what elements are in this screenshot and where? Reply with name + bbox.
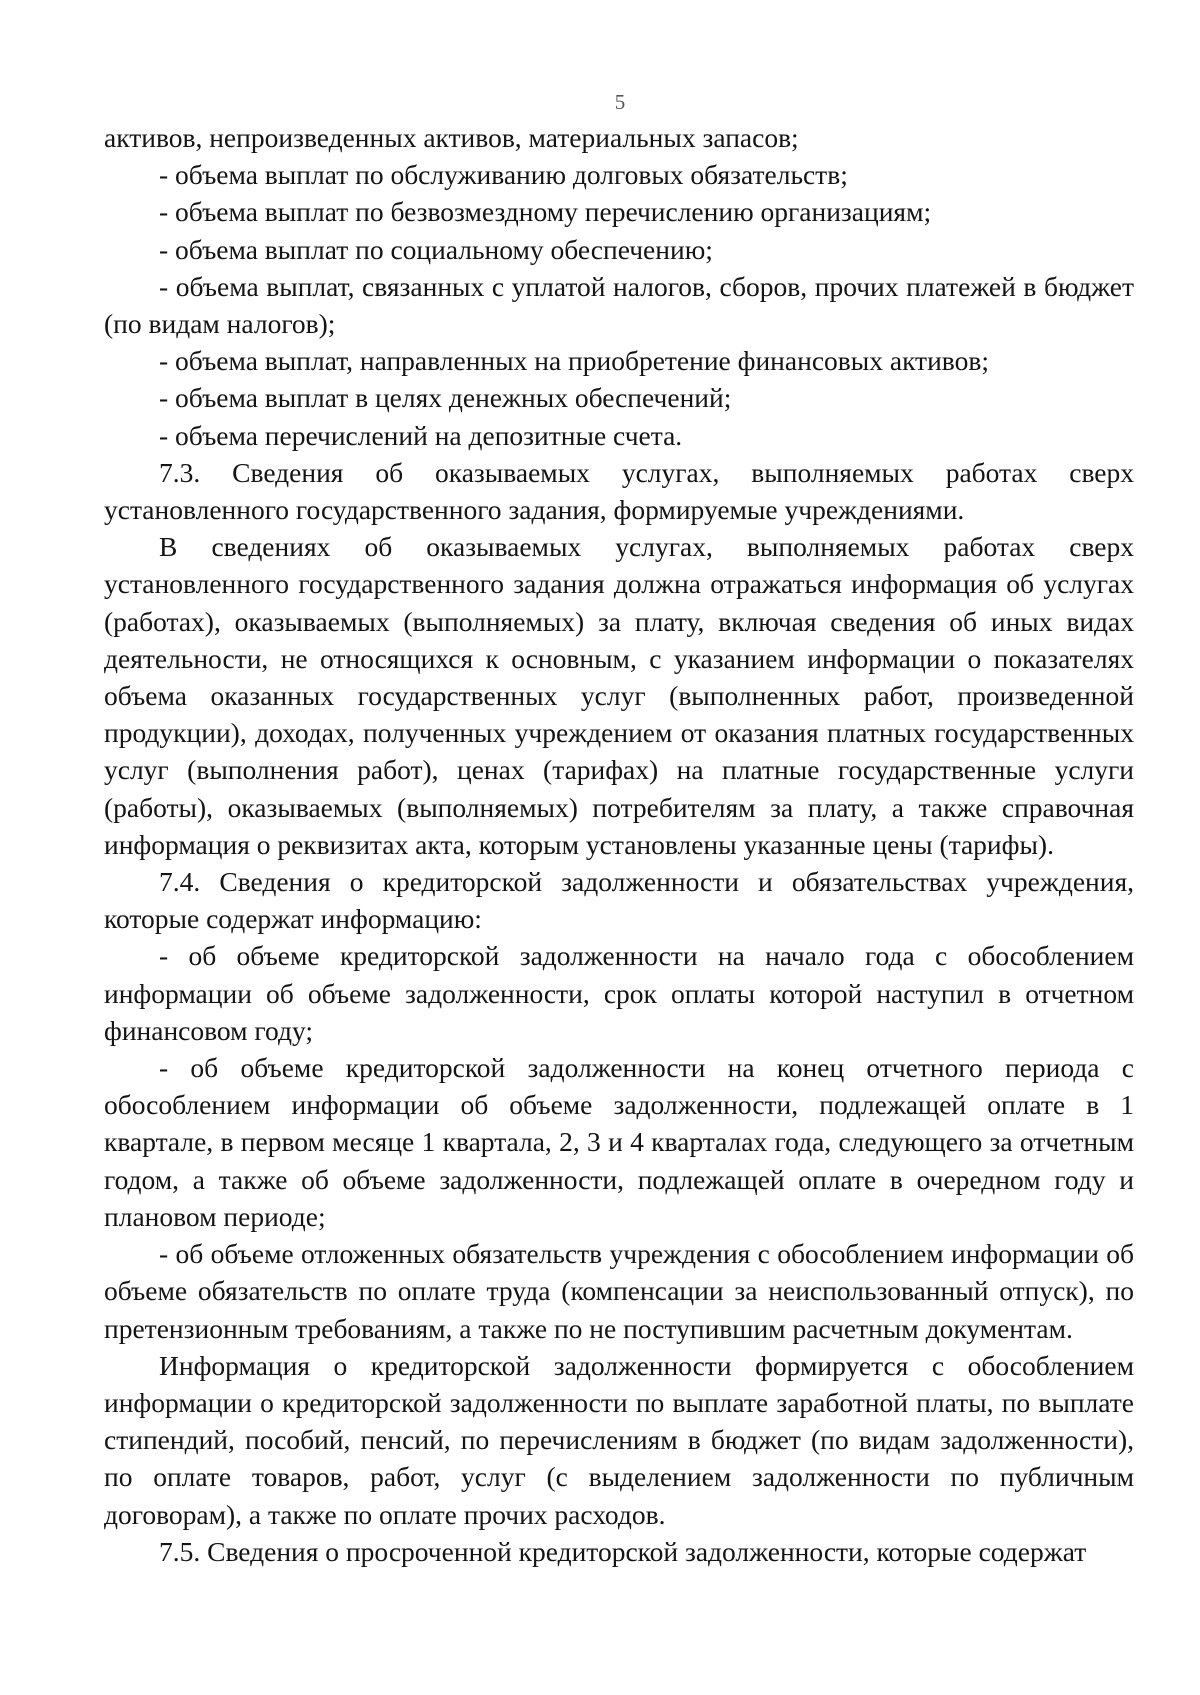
list-item-social-security: - объема выплат по социальному обеспечению;	[159, 233, 713, 265]
list-item-free-transfers: - объема выплат по безвозмездному перечислению организациям;	[159, 196, 932, 228]
list-item-debt-service: - объема выплат по обслуживанию долговых обязательств;	[159, 159, 848, 191]
document-body	[104, 119, 1134, 1570]
page-number: 5	[614, 90, 626, 114]
paragraph-continuation: активов, непроизведенных активов, материальных запасов;	[104, 122, 799, 153]
list-item-debt-end-of-period: - об объеме кредиторской задолженности на конец отчетного периода с обособлением информации об объеме задолженности, подлежащей оплате в 1 квартале, в первом месяце 1 квартала, 2, 3 и 4 кварталах года, следующего за отчетным годом, а также об объеме задолженности, подлежащей оплате в очередном году и плановом периоде;	[104, 1052, 1134, 1232]
list-item-deferred-obligations: - об объеме отложенных обязательств учреждения с обособлением информации об объеме обязательств по оплате труда (компенсации за неиспользованный отпуск), по претензионным требованиям, а также по не поступившим расчетным документам.	[104, 1238, 1134, 1344]
section-7-4-heading: 7.4. Сведения о кредиторской задолженности и обязательствах учреждения, которые содержат информацию:	[104, 866, 1134, 935]
list-item-taxes: - объема выплат, связанных с уплатой налогов, сборов, прочих платежей в бюджет (по видам налогов);	[104, 270, 1134, 340]
section-7-5-heading: 7.5. Сведения о просроченной кредиторской задолженности, которые содержат	[159, 1535, 1087, 1567]
section-7-4-body: Информация о кредиторской задолженности формируется с обособлением информации о кредиторской задолженности по выплате заработной платы, по выплате стипендий, пособий, пенсий, по перечислениям в бюджет (по видам задолженности), по оплате товаров, работ, услуг (с выделением задолженности по публичным договорам), а также по оплате прочих расходов.	[104, 1349, 1134, 1530]
list-item-financial-assets: - объема выплат, направленных на приобретение финансовых активов;	[159, 345, 989, 377]
section-7-3-body: В сведениях об оказываемых услугах, выполняемых работах сверх установленного государственного задания должна отражаться информация об услугах (работах), оказываемых (выполняемых) за плату, включая сведения об иных видах деятельности, не относящихся к основным, с указанием информации о показателях объема оказанных государственных услуг (выполненных работ, произведенной продукции), доходах, полученных учреждением от оказания платных государственных услуг (выполнения работ), ценах (тарифах) на платные государственные услуги (работы), оказываемых (выполняемых) потребителям за плату, а также справочная информация о реквизитах акта, которым установлены указанные цены (тарифы).	[104, 531, 1134, 860]
list-item-monetary-security: - объема выплат в целях денежных обеспечений;	[159, 382, 732, 414]
section-7-3-heading: 7.3. Сведения об оказываемых услугах, выполняемых работах сверх установленного государственного задания, формируемые учреждениями.	[104, 456, 1134, 526]
list-item-deposit-transfers: - объема перечислений на депозитные счета.	[159, 419, 683, 451]
list-item-debt-start-of-year: - об объеме кредиторской задолженности на начало года с обособлением информации об объеме задолженности, срок оплаты которой наступил в отчетном финансовом году;	[104, 940, 1134, 1046]
